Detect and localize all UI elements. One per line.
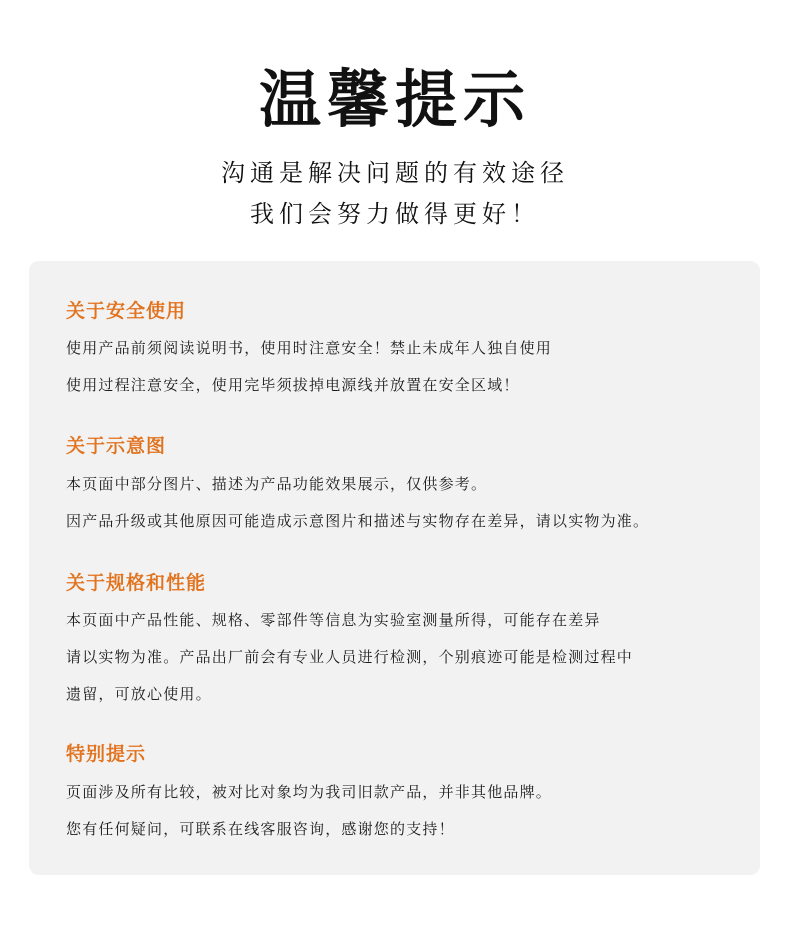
section-illustration-line-2: 因产品升级或其他原因可能造成示意图片和描述与实物存在差异，请以实物为准。 — [66, 512, 650, 530]
section-heading-safety: 关于安全使用 — [66, 300, 187, 322]
section-illustration-line-1: 本页面中部分图片、描述为产品功能效果展示，仅供参考。 — [66, 475, 488, 493]
section-specs-line-1: 本页面中产品性能、规格、零部件等信息为实验室测量所得，可能存在差异 — [66, 611, 601, 629]
section-safety-line-1: 使用产品前须阅读说明书，使用时注意安全！禁止未成年人独自使用 — [66, 339, 553, 357]
subtitle-line-2: 我们会努力做得更好！ — [250, 200, 540, 228]
notice-card — [29, 261, 760, 875]
section-specs-line-2: 请以实物为准。产品出厂前会有专业人员进行检测，个别痕迹可能是检测过程中 — [66, 648, 634, 666]
section-heading-special: 特别提示 — [66, 743, 147, 765]
section-heading-illustration: 关于示意图 — [66, 435, 167, 457]
section-safety-line-2: 使用过程注意安全，使用完毕须拔掉电源线并放置在安全区域！ — [66, 376, 520, 394]
subtitle-line-1: 沟通是解决问题的有效途径 — [221, 159, 569, 187]
section-special-line-1: 页面涉及所有比较，被对比对象均为我司旧款产品，并非其他品牌。 — [66, 783, 553, 801]
section-heading-specs: 关于规格和性能 — [66, 572, 207, 594]
page-title: 温馨提示 — [258, 63, 531, 136]
section-specs-line-3: 遗留，可放心使用。 — [66, 685, 212, 703]
section-special-line-2: 您有任何疑问，可联系在线客服咨询，感谢您的支持！ — [66, 820, 455, 838]
